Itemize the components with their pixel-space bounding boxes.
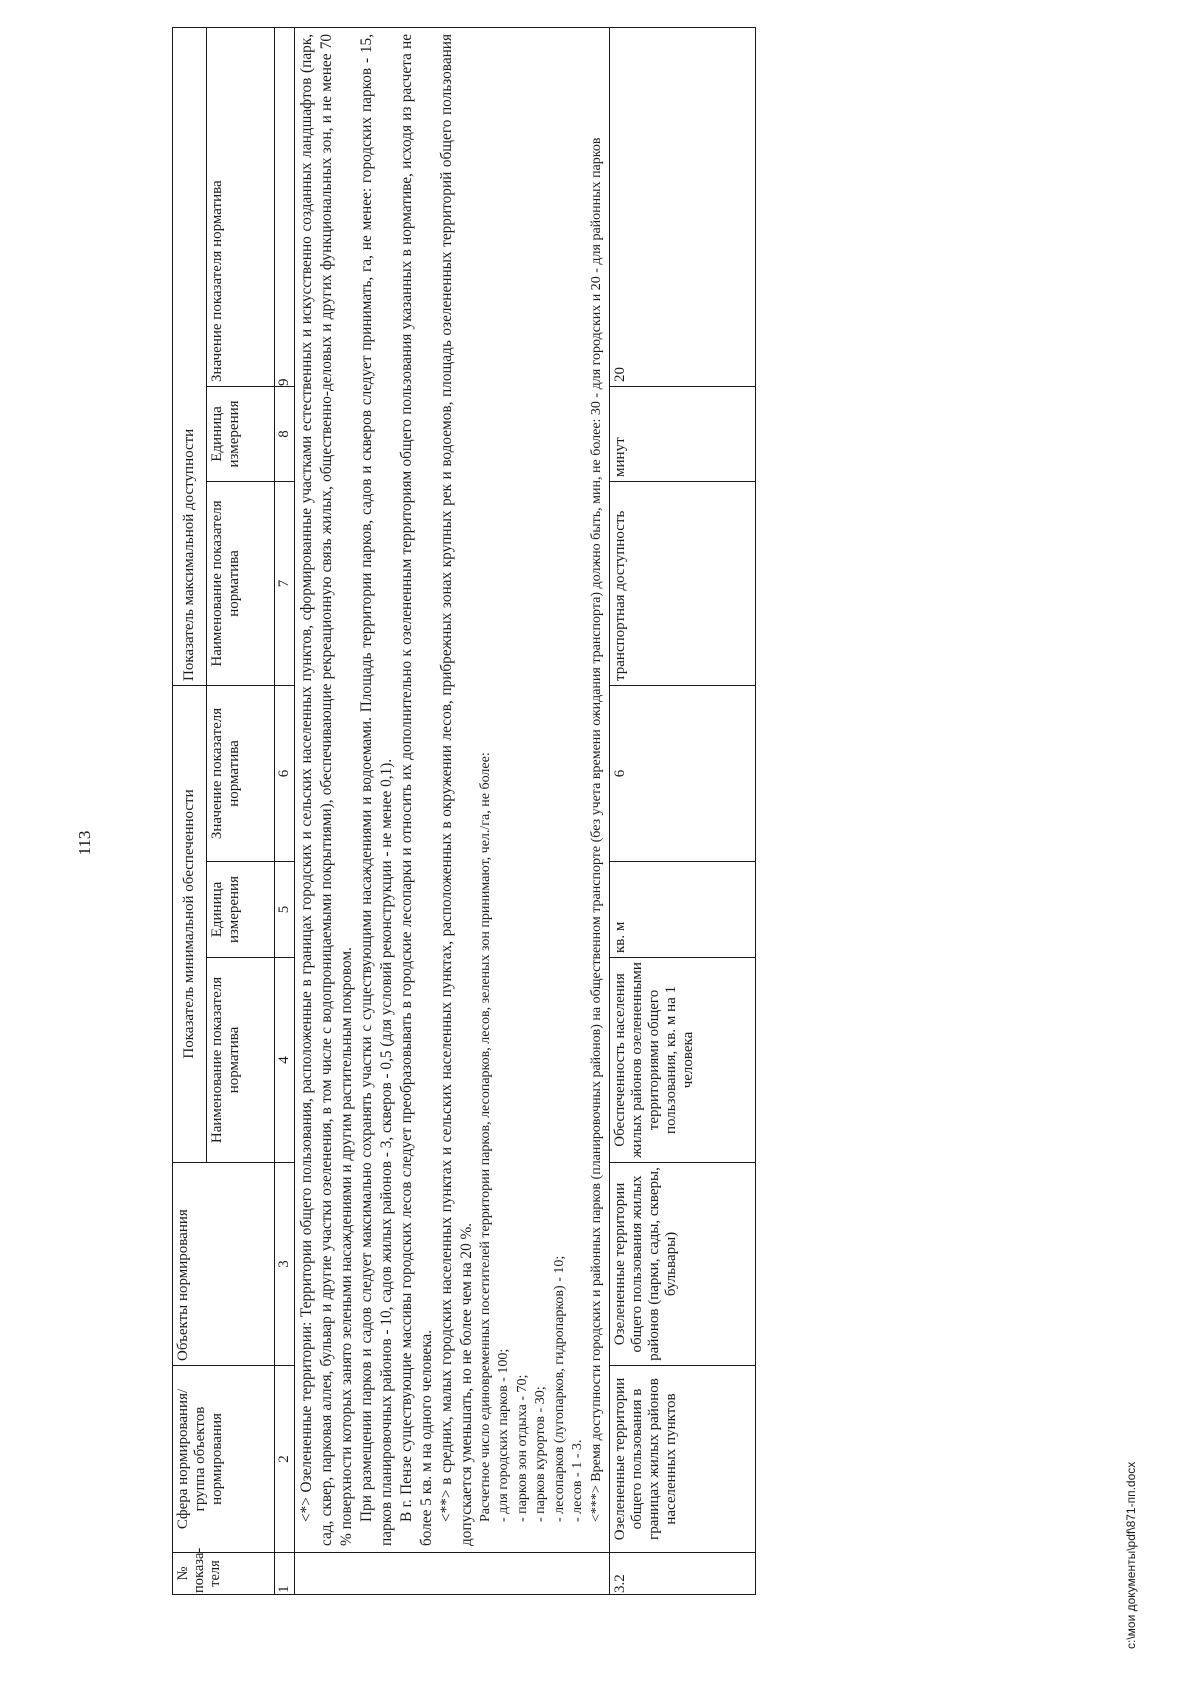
row-max-name: транспортная доступность xyxy=(609,481,755,685)
note-park-sizes: При размещении парков и садов следует максимально сохранять участки с существующими насаждениями и водоемами. Площадь территории парков, садов и скверов следует принимать, га, не менее: городских парков - 15, парков планировочных районов - 10, садов жилых районов - 3, скверов - 0,5 (для условий реконструкции - не менее 0,1). xyxy=(358,33,395,1546)
column-number: 9 xyxy=(275,27,295,386)
header-col-objects: Объекты нормирования xyxy=(173,1163,275,1366)
row-objects: Озелененные территории общего пользования жилых районов (парки, сады, скверы, бульвары) xyxy=(609,1163,755,1366)
note-visitors-item: - лесов - 1 - 3. xyxy=(570,1439,585,1522)
header-col-max-name: Наименование показателя норматива xyxy=(207,481,275,685)
note-visitors-item: - для городских парков - 100; xyxy=(496,1348,511,1522)
note-visitors-item: - парков курортов - 30; xyxy=(533,1386,548,1522)
row-sphere: Озелененные территории общего пользования в границах жилых районов населенных пунктов xyxy=(609,1366,755,1553)
column-number: 6 xyxy=(275,685,295,861)
header-col-num: № показа-теля xyxy=(173,1553,275,1595)
note-penza-forests: В г. Пензе существующие массивы городских лесов следует преобразовывать в городские лесопарки и относить их дополнительно к озелененным территориям общего пользования указанных в нормативе, исходя из расчета не более 5 кв. м на одного человека. xyxy=(398,33,435,1546)
header-col-sphere: Сфера нормирования/ группа объектов нормирования xyxy=(173,1366,275,1553)
row-max-value: 20 xyxy=(609,27,755,386)
column-number: 7 xyxy=(275,481,295,685)
row-max-unit: минут xyxy=(609,386,755,481)
column-number: 3 xyxy=(275,1163,295,1366)
header-col-max-value: Значение показателя норматива xyxy=(207,27,275,386)
note-visitors-item: - лесопарков (лугопарков, гидропарков) - 10; xyxy=(551,1255,567,1522)
header-row-1 xyxy=(173,27,207,1594)
file-path: c:\мои документы\pdf\871-пп.docx xyxy=(1124,1461,1138,1649)
table-row xyxy=(609,27,755,1594)
note-visitors: Расчетное число единовременных посетителей территории парков, лесопарков, лесов, зеленых зон принимают, чел./га, не более: xyxy=(478,752,493,1522)
note-green-areas: <*> Озелененные территории: Территории общего пользования, расположенные в границах городских и сельских населенных пунктов, сформированные участками естественных и искусственно созданных ландшафтов (парк, сад, сквер, парковая аллея, бульвар и другие участки озеленения, в том числе с водопроницаемыми покрытиями), обеспечивающие рекреационную связь жилых, общественно-деловых и других функциональных зон, и не менее 70 % поверхности которых занято зелеными насаждениями и другим растительным покровом. xyxy=(298,33,355,1546)
row-min-name: Обеспеченность населения жилых районов озелененными территориями общего пользования, кв. м на 1 человека xyxy=(609,958,755,1163)
header-group-min: Показатель минимальной обеспеченности xyxy=(173,685,207,1162)
row-min-value: 6 xyxy=(609,685,755,861)
column-number: 8 xyxy=(275,386,295,481)
column-number: 1 xyxy=(275,1553,295,1595)
note-visitors-item: - парков зон отдыха - 70; xyxy=(514,1374,530,1522)
header-group-max: Показатель максимальной доступности xyxy=(173,27,207,685)
column-number-row xyxy=(275,27,295,1594)
notes-empty-cell xyxy=(295,1553,610,1595)
column-number: 2 xyxy=(275,1366,295,1553)
note-park-access-time: <***> Время доступности городских и районных парков (планировочных районов) на общественном транспорте (без учета времени ожидания транспорта) должно быть, мин, не более: 30 - для городских и 20 - для районных парков xyxy=(588,137,604,1522)
notes-cell xyxy=(295,27,610,1552)
row-min-unit: кв. м xyxy=(609,862,755,958)
header-col-min-name: Наименование показателя норматива xyxy=(207,958,275,1163)
page-number: 113 xyxy=(75,830,94,856)
column-number: 5 xyxy=(275,862,295,958)
header-col-min-unit: Единица измерения xyxy=(207,862,275,958)
column-number: 4 xyxy=(275,958,295,1163)
note-small-towns: <**> в средних, малых городских населенных пунктах и сельских населенных пунктах, расположенных в окружении лесов, прибрежных зонах крупных рек и водоемов, площадь озелененных территорий общего пользования допускается уменьшать, но не более чем на 20 %. xyxy=(438,33,475,1546)
row-number: 3.2 xyxy=(609,1553,755,1595)
header-col-max-unit: Единица измерения xyxy=(207,386,275,481)
header-col-min-value: Значение показателя норматива xyxy=(207,685,275,861)
notes-row xyxy=(295,27,610,1594)
norms-table xyxy=(172,27,756,1595)
